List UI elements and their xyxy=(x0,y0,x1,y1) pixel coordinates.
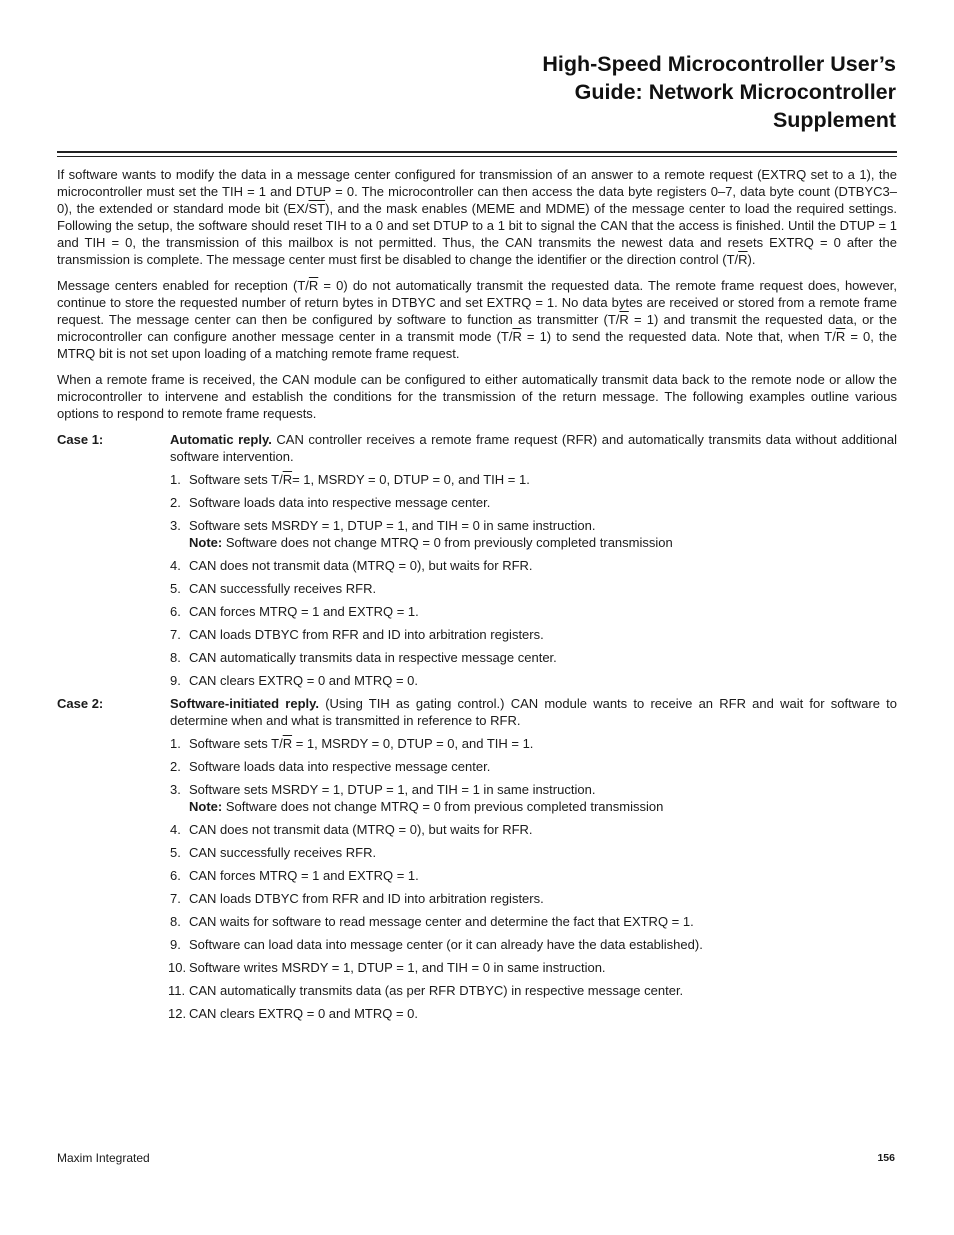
step-text-part: CAN clears EXTRQ = 0 and MTRQ = 0. xyxy=(189,673,419,688)
step-text-part: Software writes MSRDY = 1, DTUP = 1, and TIH = 0 in same instruction. xyxy=(189,960,606,975)
note-label: Note: xyxy=(189,799,223,814)
header-rule-thin xyxy=(57,156,897,157)
step-number: 7. xyxy=(170,627,181,642)
step-number: 1. xyxy=(170,736,181,751)
step-number: 5. xyxy=(170,845,181,860)
step-text-part: CAN forces MTRQ = 1 and EXTRQ = 1. xyxy=(189,868,419,883)
step-number: 6. xyxy=(170,604,181,619)
step-text xyxy=(189,1006,418,1021)
intro-paragraphs xyxy=(57,166,897,422)
step-text-part: Software sets T/ xyxy=(189,472,283,487)
page-number: 156 xyxy=(877,1152,895,1164)
step-text-part: Software can load data into message center (or it can already have the data established). xyxy=(189,937,703,952)
step-text-part: CAN does not transmit data (MTRQ = 0), but waits for RFR. xyxy=(189,822,533,837)
step-text-part: Software sets MSRDY = 1, DTUP = 1, and TIH = 1 in same instruction. xyxy=(189,782,596,797)
step-number: 4. xyxy=(170,558,181,573)
list-item xyxy=(170,557,897,574)
note-text: Software does not change MTRQ = 0 from previously completed transmission xyxy=(222,535,673,550)
step-number: 2. xyxy=(170,759,181,774)
step-text-part: Software sets MSRDY = 1, DTUP = 1, and TIH = 0 in same instruction. xyxy=(189,518,596,533)
step-number: 9. xyxy=(170,673,181,688)
list-item xyxy=(170,626,897,643)
header-rule-thick xyxy=(57,151,897,153)
list-item xyxy=(170,867,897,884)
step-note xyxy=(189,798,897,815)
case-description: (Using TIH as gating control.) CAN module wants to receive an RFR and wait for software to determine when and what is transmitted in reference to RFR. xyxy=(170,696,897,728)
step-text xyxy=(189,472,530,487)
step-number: 12. xyxy=(168,1006,187,1021)
case-title: Automatic reply. xyxy=(170,432,272,447)
note-label: Note: xyxy=(189,535,223,550)
case-label: Case 2: xyxy=(57,696,104,711)
step-text xyxy=(189,650,557,665)
list-item xyxy=(170,580,897,597)
paragraph-text: Message centers enabled for reception (T/ xyxy=(57,278,309,293)
case-intro xyxy=(170,431,897,465)
title-line: High-Speed Microcontroller User’s xyxy=(542,52,896,76)
step-text-part: CAN clears EXTRQ = 0 and MTRQ = 0. xyxy=(189,1006,419,1021)
step-text-part: CAN successfully receives RFR. xyxy=(189,845,377,860)
step-number: 9. xyxy=(170,937,181,952)
overlined-text: $\overline{ST}$ xyxy=(308,201,326,216)
step-text xyxy=(189,759,490,774)
step-text xyxy=(189,518,595,533)
list-item xyxy=(170,758,897,775)
step-text xyxy=(189,822,533,837)
overlined-text: $\overline{R}$ xyxy=(282,472,293,487)
overlined-text: $\overline{R}$ xyxy=(835,329,846,344)
overlined-text: $\overline{R}$ xyxy=(619,312,629,327)
body-paragraph xyxy=(57,277,897,362)
step-text xyxy=(189,845,376,860)
paragraph-text: = 1) and transmit the requested data, or the microcontroller can configure another message center in a transmit mode (T/ xyxy=(57,312,897,344)
case-description: CAN controller receives a remote frame request (RFR) and automatically transmits data without additional software intervention. xyxy=(170,432,898,464)
step-text-part: Software loads data into respective message center. xyxy=(189,759,491,774)
overlined-text: $\overline{R}$ xyxy=(738,252,748,267)
paragraph-text: ), and the mask enables (MEME and MDME) of the message center to load the required settings. Following the setup, the software should reset TIH to a 0 and set DTUP to a 1 bit to signal the CAN that the access is finished. Until the DTUP = 1 and TIH = 0, the transmission of this mailbox is not permitted. Thus, the CAN transmits the newest data and resets EXTRQ = 0 after the transmission is complete. The message center must first be disabled to change the identifier or the direction control (T/ xyxy=(57,201,897,267)
step-text xyxy=(189,983,683,998)
title-line: Guide: Network Microcontroller xyxy=(574,80,896,104)
page-title xyxy=(296,50,896,134)
step-number: 3. xyxy=(170,782,181,797)
case-label: Case 1: xyxy=(57,432,104,447)
overlined-text: $\overline{R}$ xyxy=(512,329,522,344)
step-text xyxy=(189,627,544,642)
step-number: 11. xyxy=(168,983,186,998)
step-text xyxy=(189,960,606,975)
step-text-part: CAN automatically transmits data in respective message center. xyxy=(189,650,557,665)
list-item xyxy=(170,735,897,752)
list-item xyxy=(170,1005,897,1022)
step-text-part: Software sets T/ xyxy=(189,736,283,751)
list-item xyxy=(170,517,897,551)
step-text-part: = 1, MSRDY = 0, DTUP = 0, and TIH = 1. xyxy=(292,472,530,487)
step-text xyxy=(189,891,544,906)
step-number: 7. xyxy=(170,891,181,906)
body-paragraph xyxy=(57,371,897,422)
list-item xyxy=(170,890,897,907)
step-text-part: Software loads data into respective message center. xyxy=(189,495,491,510)
step-text-part: = 1, MSRDY = 0, DTUP = 0, and TIH = 1. xyxy=(292,736,534,751)
step-text-part: CAN automatically transmits data (as per RFR DTBYC) in respective message center. xyxy=(189,983,684,998)
step-text xyxy=(189,581,376,596)
paragraph-text: = 0) do not automatically transmit the requested data. The remote frame request does, however, continue to store the requested number of return bytes in DTBYC and set EXTRQ = 1. No data bytes are received or stored from a remote frame request. The message center can then be configured by software to function as transmitter (T/ xyxy=(57,278,897,327)
step-number: 10. xyxy=(168,960,187,975)
step-number: 1. xyxy=(170,472,181,487)
paragraph-text: ). xyxy=(747,252,756,267)
step-text-part: CAN loads DTBYC from RFR and ID into arbitration registers. xyxy=(189,891,544,906)
list-item xyxy=(170,781,897,815)
step-number: 8. xyxy=(170,914,181,929)
overlined-text: $\overline{R}$ xyxy=(308,278,319,293)
footer-company: Maxim Integrated xyxy=(57,1151,150,1165)
step-text-part: CAN waits for software to read message center and determine the fact that EXTRQ = 1. xyxy=(189,914,694,929)
step-text xyxy=(189,868,419,883)
step-text xyxy=(189,736,533,751)
step-text xyxy=(189,673,418,688)
step-number: 6. xyxy=(170,868,181,883)
list-item xyxy=(170,936,897,953)
step-number: 5. xyxy=(170,581,181,596)
step-text-part: CAN forces MTRQ = 1 and EXTRQ = 1. xyxy=(189,604,419,619)
step-text xyxy=(189,914,694,929)
overlined-text: $\overline{R}$ xyxy=(282,736,293,751)
step-text-part: CAN loads DTBYC from RFR and ID into arbitration registers. xyxy=(189,627,544,642)
note-text: Software does not change MTRQ = 0 from previous completed transmission xyxy=(222,799,664,814)
step-text xyxy=(189,782,595,797)
case-intro xyxy=(170,695,897,729)
step-number: 4. xyxy=(170,822,181,837)
list-item xyxy=(170,471,897,488)
document-body xyxy=(57,166,897,1028)
list-item xyxy=(170,603,897,620)
step-number: 8. xyxy=(170,650,181,665)
list-item xyxy=(170,913,897,930)
list-item xyxy=(170,494,897,511)
step-text xyxy=(189,937,703,952)
step-text-part: CAN successfully receives RFR. xyxy=(189,581,377,596)
list-item xyxy=(170,672,897,689)
paragraph-text: When a remote frame is received, the CAN module can be configured to either automatically transmit data back to the remote node or allow the microcontroller to intervene and establish the conditions for the transmission of the return message. The following examples outline various options to respond to remote frame requests. xyxy=(57,372,897,421)
step-text-part: CAN does not transmit data (MTRQ = 0), but waits for RFR. xyxy=(189,558,533,573)
step-text xyxy=(189,604,419,619)
case-block xyxy=(57,695,897,1022)
list-item xyxy=(170,649,897,666)
title-line: Supplement xyxy=(772,108,896,132)
list-item xyxy=(170,821,897,838)
paragraph-text: = 0, the MTRQ bit is not set upon loading of a matching remote frame request. xyxy=(57,329,897,361)
list-item xyxy=(170,982,897,999)
step-number: 2. xyxy=(170,495,181,510)
step-text xyxy=(189,558,533,573)
paragraph-text: If software wants to modify the data in a message center configured for transmission of an answer to a remote request (EXTRQ set to a 1), the microcontroller must set the TIH = 1 and DTUP = 0. The microcontroller can then access the data byte registers 0–7, data byte count (DTBYC3–0), the extended or standard mode bit (EX/ xyxy=(57,167,897,216)
step-note xyxy=(189,534,897,551)
step-list xyxy=(170,471,897,689)
list-item xyxy=(170,959,897,976)
step-list xyxy=(170,735,897,1022)
body-paragraph xyxy=(57,166,897,268)
case-list xyxy=(57,431,897,1022)
paragraph-text: = 1) to send the requested data. Note that, when T/ xyxy=(521,329,836,344)
case-title: Software-initiated reply. xyxy=(170,696,320,711)
step-number: 3. xyxy=(170,518,181,533)
list-item xyxy=(170,844,897,861)
step-text xyxy=(189,495,490,510)
case-block xyxy=(57,431,897,689)
